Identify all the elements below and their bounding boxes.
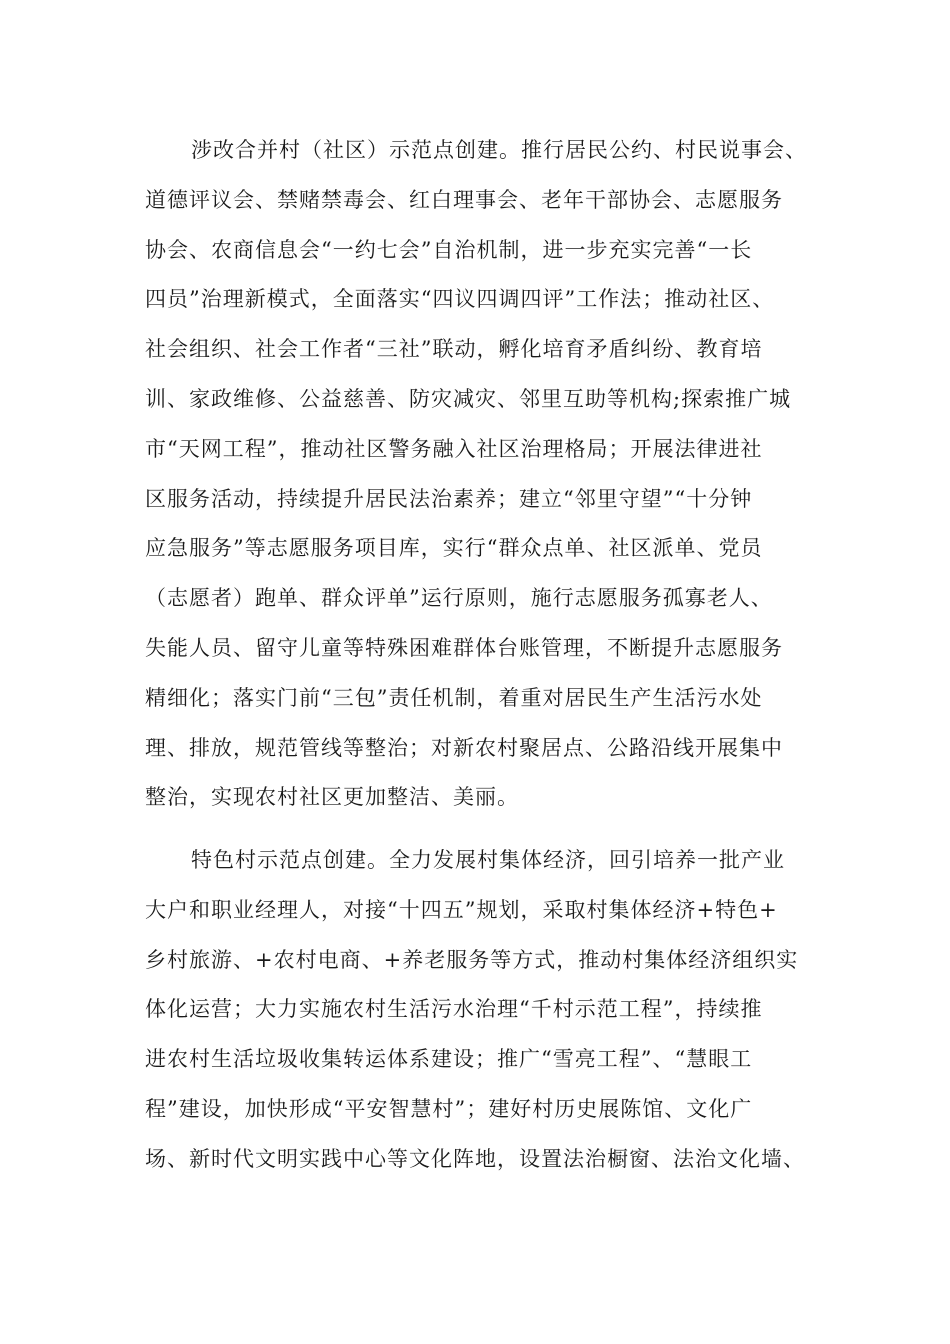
paragraph-1 xyxy=(145,126,810,823)
paragraph-line: 失能人员、留守儿童等特殊困难群体台账管理，不断提升志愿服务 xyxy=(145,635,783,660)
paragraph-line: 道德评议会、禁赌禁毒会、红白理事会、老年干部协会、志愿服务 xyxy=(145,187,783,212)
paragraph-line: 四员”治理新模式，全面落实“四议四调四评”工作法；推动社区、 xyxy=(145,287,775,312)
paragraph-line: 整治，实现农村社区更加整洁、美丽。 xyxy=(145,785,519,810)
paragraph-line: 训、家政维修、公益慈善、防灾减灾、邻里互助等机构;探索推广城 xyxy=(145,386,792,411)
paragraph-line: 涉改合并村（社区）示范点创建。推行居民公约、村民说事会、 xyxy=(191,138,807,162)
paragraph-line: 理、排放，规范管线等整治；对新农村聚居点、公路沿线开展集中 xyxy=(145,735,783,760)
paragraph-line: 社会组织、社会工作者“三社”联动，孵化培育矛盾纠纷、教育培 xyxy=(145,337,763,362)
paragraph-line: 体化运营；大力实施农村生活污水治理“千村示范工程”，持续推 xyxy=(145,997,763,1022)
paragraph-line: 精细化；落实门前“三包”责任机制，着重对居民生产生活污水处 xyxy=(145,685,763,710)
paragraph-line: 乡村旅游、+农村电商、+养老服务等方式，推动村集体经济组织实 xyxy=(145,947,799,972)
paragraph-2 xyxy=(145,836,810,1185)
paragraph-line: 区服务活动，持续提升居民法治素养；建立“邻里守望”“十分钟 xyxy=(145,486,753,511)
paragraph-line: 场、新时代文明实践中心等文化阵地，设置法治橱窗、法治文化墙、 xyxy=(145,1146,805,1171)
paragraph-line: 市“天网工程”，推动社区警务融入社区治理格局；开展法律进社 xyxy=(145,436,763,461)
paragraph-line: 特色村示范点创建。全力发展村集体经济，回引培养一批产业 xyxy=(191,848,785,872)
paragraph-line: （志愿者）跑单、群众评单”运行原则，施行志愿服务孤寡老人、 xyxy=(145,586,773,611)
paragraph-line: 程”建设，加快形成“平安智慧村”；建好村历史展陈馆、文化广 xyxy=(145,1096,753,1121)
paragraph-line: 大户和职业经理人，对接“十四五”规划，采取村集体经济+特色+ xyxy=(145,897,778,922)
paragraph-line: 协会、农商信息会“一约七会”自治机制，进一步充实完善“一长 xyxy=(145,237,753,262)
paragraph-line: 进农村生活垃圾收集转运体系建设；推广“雪亮工程”、“慧眼工 xyxy=(145,1047,753,1072)
paragraph-line: 应急服务”等志愿服务项目库，实行“群众点单、社区派单、党员 xyxy=(145,536,763,561)
